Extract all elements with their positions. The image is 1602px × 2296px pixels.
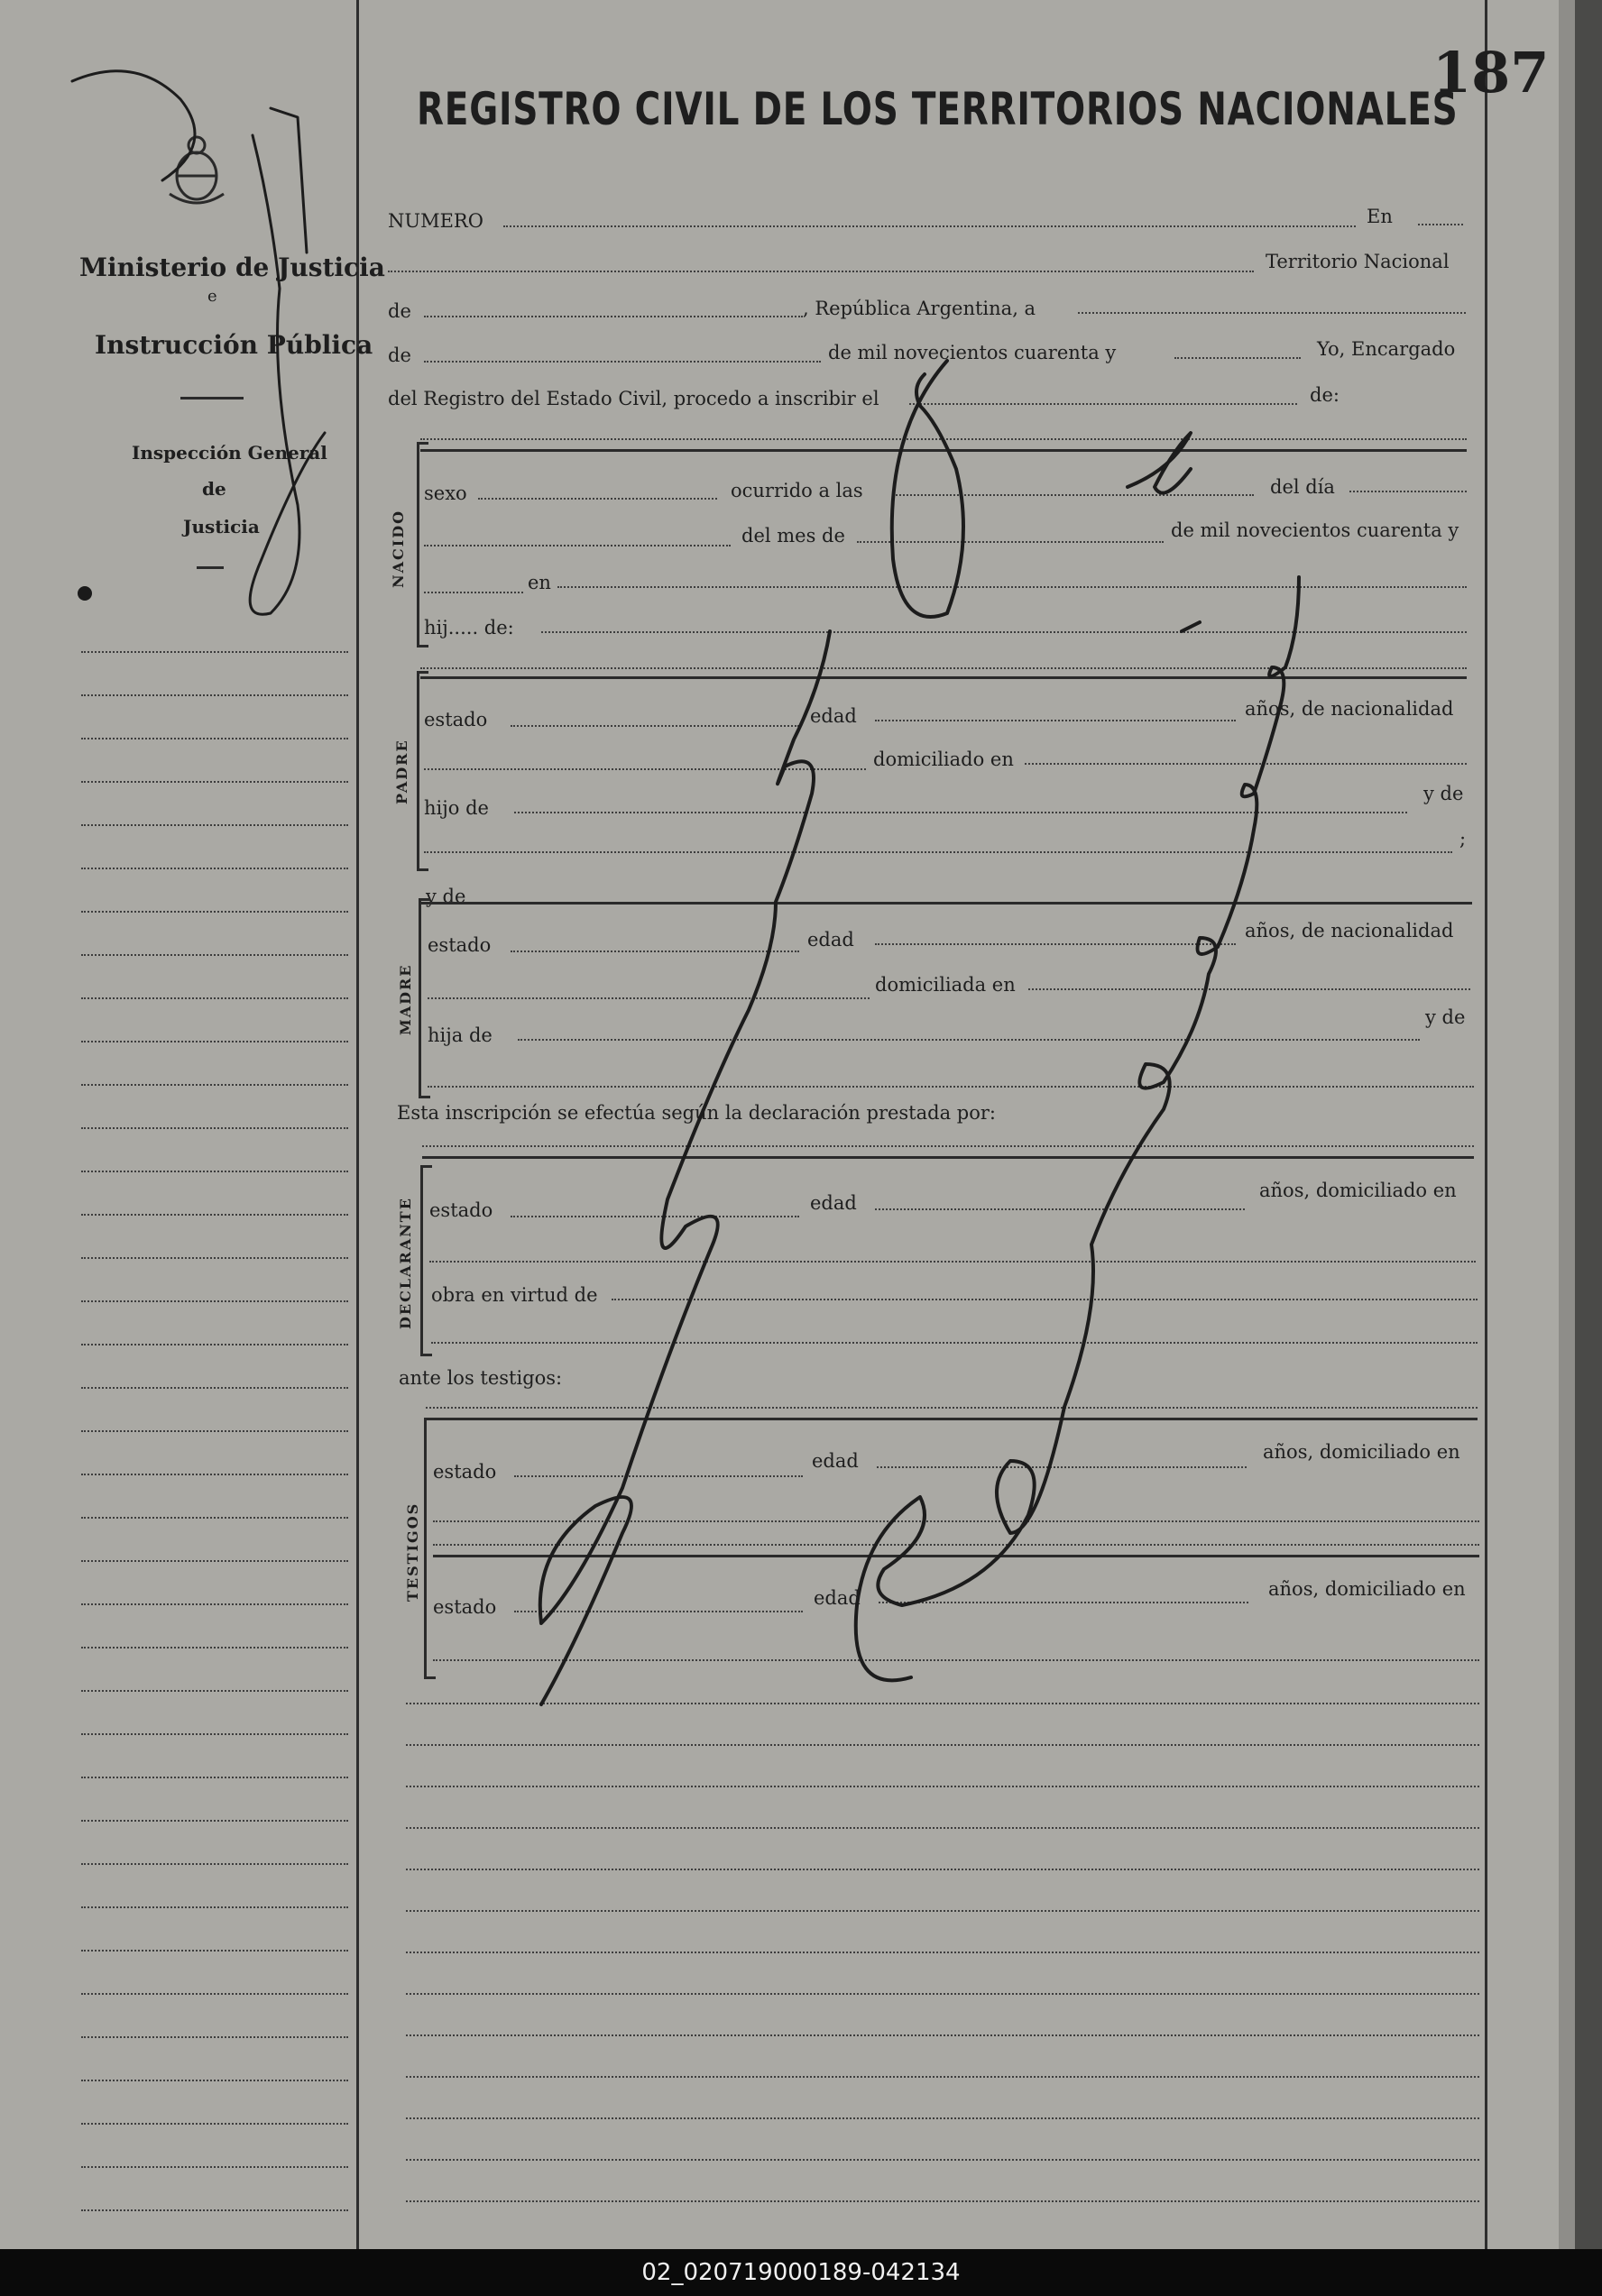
padre-edad-label: edad xyxy=(810,705,857,727)
madre-label: MADRE xyxy=(397,963,414,1035)
hijo-label: hij..... de: xyxy=(424,617,514,638)
de-label-1: de xyxy=(388,300,411,322)
nacido-label: NACIDO xyxy=(390,509,407,588)
testigo2-edad-label: edad xyxy=(814,1587,861,1609)
testigos-label: TESTIGOS xyxy=(404,1502,421,1602)
del-mes-label: del mes de xyxy=(741,525,845,546)
nacido-en-label: en xyxy=(528,572,551,593)
numero-label: NUMERO xyxy=(388,210,483,232)
territorio-label: Territorio Nacional xyxy=(1266,251,1450,272)
inspection-line-1: Inspección General xyxy=(132,442,327,464)
testigo1-estado-label: estado xyxy=(433,1461,497,1483)
padre-anios-label: años, de nacionalidad xyxy=(1245,698,1454,720)
del-dia-label: del día xyxy=(1270,476,1335,498)
madre-hija-de-label: hija de xyxy=(428,1024,493,1046)
footer-filename: 02_020719000189-042134 xyxy=(0,2249,1602,2296)
inspection-de: de xyxy=(202,478,226,500)
inspection-line-2: Justicia xyxy=(183,516,260,537)
declarante-intro: Esta inscripción se efectúa según la declaración prestada por: xyxy=(397,1102,996,1124)
testigo1-edad-label: edad xyxy=(812,1450,859,1472)
padre-y-de-label: y de xyxy=(1423,783,1464,804)
testigo1-anios-label: años, domiciliado en xyxy=(1263,1441,1460,1463)
madre-y-de-label: y de xyxy=(1425,1006,1466,1028)
padre-hijo-de-label: hijo de xyxy=(424,797,489,819)
declarante-label: DECLARANTE xyxy=(397,1197,414,1329)
padre-estado-label: estado xyxy=(424,709,488,730)
testigo2-estado-label: estado xyxy=(433,1596,497,1618)
padre-semicolon: ; xyxy=(1459,828,1467,850)
madre-edad-label: edad xyxy=(807,929,854,951)
declarante-estado-label: estado xyxy=(429,1199,493,1221)
page-number: 187 xyxy=(1432,40,1550,106)
de-mil-label: de mil novecientos cuarenta y xyxy=(1171,519,1459,541)
sexo-label: sexo xyxy=(424,482,467,504)
testigos-intro: ante los testigos: xyxy=(399,1367,563,1389)
madre-domiciliada-label: domiciliada en xyxy=(875,974,1016,996)
declarante-obra-label: obra en virtud de xyxy=(431,1284,598,1306)
yo-label: Yo, Encargado xyxy=(1317,338,1456,360)
de-colon-label: de: xyxy=(1310,384,1340,406)
declarante-edad-label: edad xyxy=(810,1192,857,1214)
madre-anios-label: años, de nacionalidad xyxy=(1245,920,1454,941)
ocurrido-label: ocurrido a las xyxy=(731,480,863,501)
madre-y-de-top-label: y de xyxy=(426,886,466,907)
registro-label: del Registro del Estado Civil, procedo a inscribir el xyxy=(388,388,879,409)
form-title: REGISTRO CIVIL DE LOS TERRITORIOS NACIONALES xyxy=(417,83,1459,135)
de-label-2: de xyxy=(388,344,411,366)
ministry-line-1: Ministerio de Justicia xyxy=(79,253,385,282)
republica-label: , República Argentina, a xyxy=(803,298,1036,319)
declarante-anios-label: años, domiciliado en xyxy=(1259,1180,1457,1201)
mil-label: de mil novecientos cuarenta y xyxy=(828,342,1117,363)
padre-domiciliado-label: domiciliado en xyxy=(873,748,1014,770)
madre-estado-label: estado xyxy=(428,934,492,956)
ministry-line-2: Instrucción Pública xyxy=(95,330,373,360)
en-label: En xyxy=(1367,206,1393,227)
testigo2-anios-label: años, domiciliado en xyxy=(1268,1578,1466,1600)
ministry-e: e xyxy=(207,287,217,306)
padre-label: PADRE xyxy=(393,739,410,804)
